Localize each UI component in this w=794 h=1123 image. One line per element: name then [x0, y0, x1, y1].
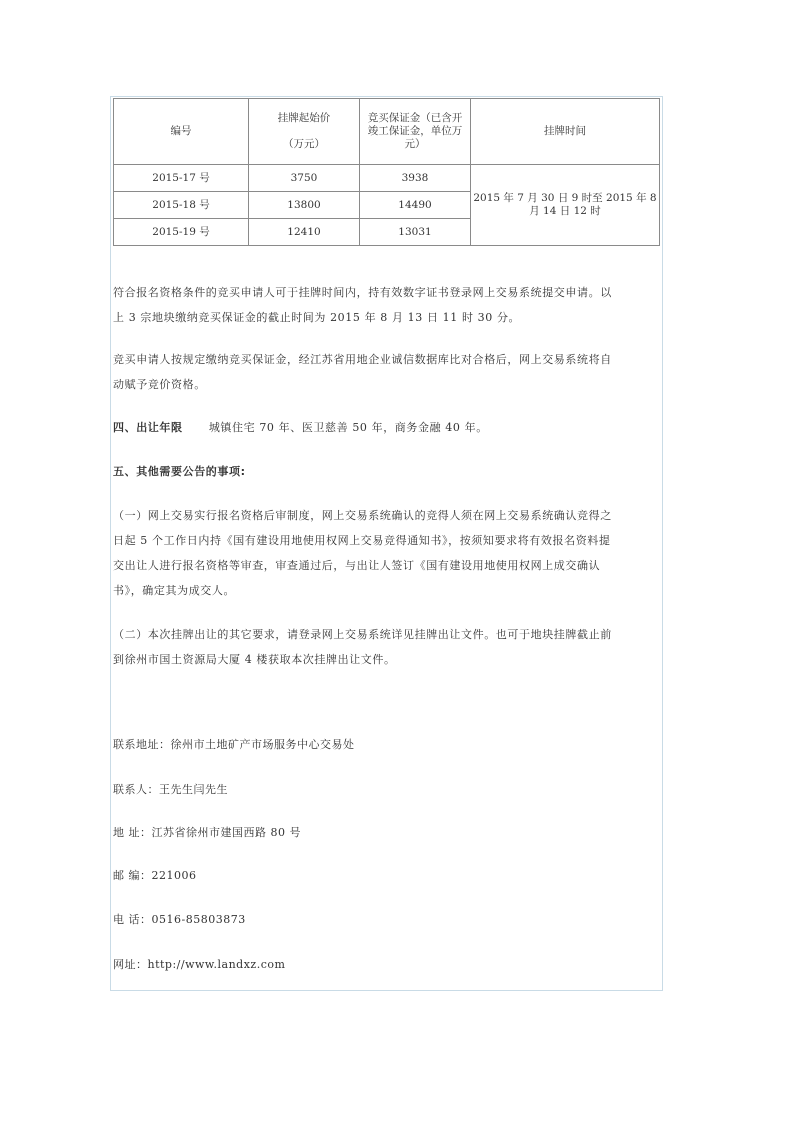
item1-line2: 日起 5 个工作日内持《国有建设用地使用权网上交易竞得通知书》，按须知要求将有效报名资料提 — [113, 534, 611, 547]
contact-street: 地 址：江苏省徐州市建国西路 80 号 — [113, 826, 301, 839]
contact-postcode: 邮 编：221006 — [113, 869, 197, 882]
cell-listing-time — [471, 165, 660, 246]
cell-deposit: 13031 — [360, 219, 471, 246]
term-section — [113, 418, 488, 438]
header-deposit-line1: 竞买保证金（已含开 — [367, 112, 463, 124]
header-id: 编号 — [114, 99, 249, 165]
header-start-price-line1: 挂牌起始价 — [277, 112, 331, 124]
cell-price: 13800 — [249, 192, 360, 219]
qualification-line1: 竞买申请人按规定缴纳竞买保证金，经江苏省用地企业诚信数据库比对合格后，网上交易系统将自 — [113, 353, 612, 366]
contact-website[interactable]: 网址：http://www.landxz.com — [113, 958, 286, 971]
header-deposit-line2: 竣工保证金，单位万 — [367, 125, 463, 137]
header-deposit — [360, 99, 471, 165]
header-start-price-line2: （万元） — [283, 138, 325, 150]
cell-price: 3750 — [249, 165, 360, 192]
application-line1: 符合报名资格条件的竞买申请人可于挂牌时间内，持有效数字证书登录网上交易系统提交申请。以 — [113, 286, 612, 299]
cell-id: 2015-17 号 — [114, 165, 249, 192]
contact-person: 联系人：王先生闫先生 — [113, 783, 228, 796]
item1-line3: 交出让人进行报名资格等审查，审查通过后，与出让人签订《国有建设用地使用权网上成交确认 — [113, 559, 601, 572]
application-paragraph — [113, 280, 659, 330]
qualification-paragraph — [113, 347, 659, 397]
header-deposit-line3: 元） — [404, 138, 426, 150]
item1-line1: （一）网上交易实行报名资格后审制度，网上交易系统确认的竞得人须在网上交易系统确认竞得之 — [113, 509, 612, 522]
listing-time-line2: 月 14 日 12 时 — [529, 205, 601, 217]
header-listing-time: 挂牌时间 — [471, 99, 660, 165]
contact-phone: 电 话：0516-85803873 — [113, 913, 246, 926]
land-listing-table — [113, 98, 660, 246]
cell-id: 2015-18 号 — [114, 192, 249, 219]
term-text: 城镇住宅 70 年、医卫慈善 50 年，商务金融 40 年。 — [208, 421, 488, 434]
qualification-line2: 动赋予竞价资格。 — [113, 378, 206, 391]
cell-deposit: 3938 — [360, 165, 471, 192]
listing-time-line1: 2015 年 7 月 30 日 9 时至 2015 年 8 — [473, 192, 657, 204]
item2-line1: （二）本次挂牌出让的其它要求，请登录网上交易系统详见挂牌出让文件。也可于地块挂牌截止前 — [113, 628, 612, 641]
table-header-row — [114, 99, 660, 165]
other-matters-item1 — [113, 503, 659, 603]
item2-line2: 到徐州市国土资源局大厦 4 楼获取本次挂牌出让文件。 — [113, 653, 396, 666]
term-heading: 四、出让年限 — [113, 421, 183, 434]
cell-deposit: 14490 — [360, 192, 471, 219]
application-line2: 上 3 宗地块缴纳竞买保证金的截止时间为 2015 年 8 月 13 日 11 时 30 分。 — [113, 311, 521, 324]
table-row — [114, 165, 660, 192]
cell-id: 2015-19 号 — [114, 219, 249, 246]
cell-price: 12410 — [249, 219, 360, 246]
header-start-price — [249, 99, 360, 165]
other-matters-heading: 五、其他需要公告的事项: — [113, 465, 246, 478]
item1-line4: 书》，确定其为成交人。 — [113, 584, 236, 597]
other-matters-item2 — [113, 622, 659, 672]
contact-address: 联系地址：徐州市土地矿产市场服务中心交易处 — [113, 738, 355, 751]
